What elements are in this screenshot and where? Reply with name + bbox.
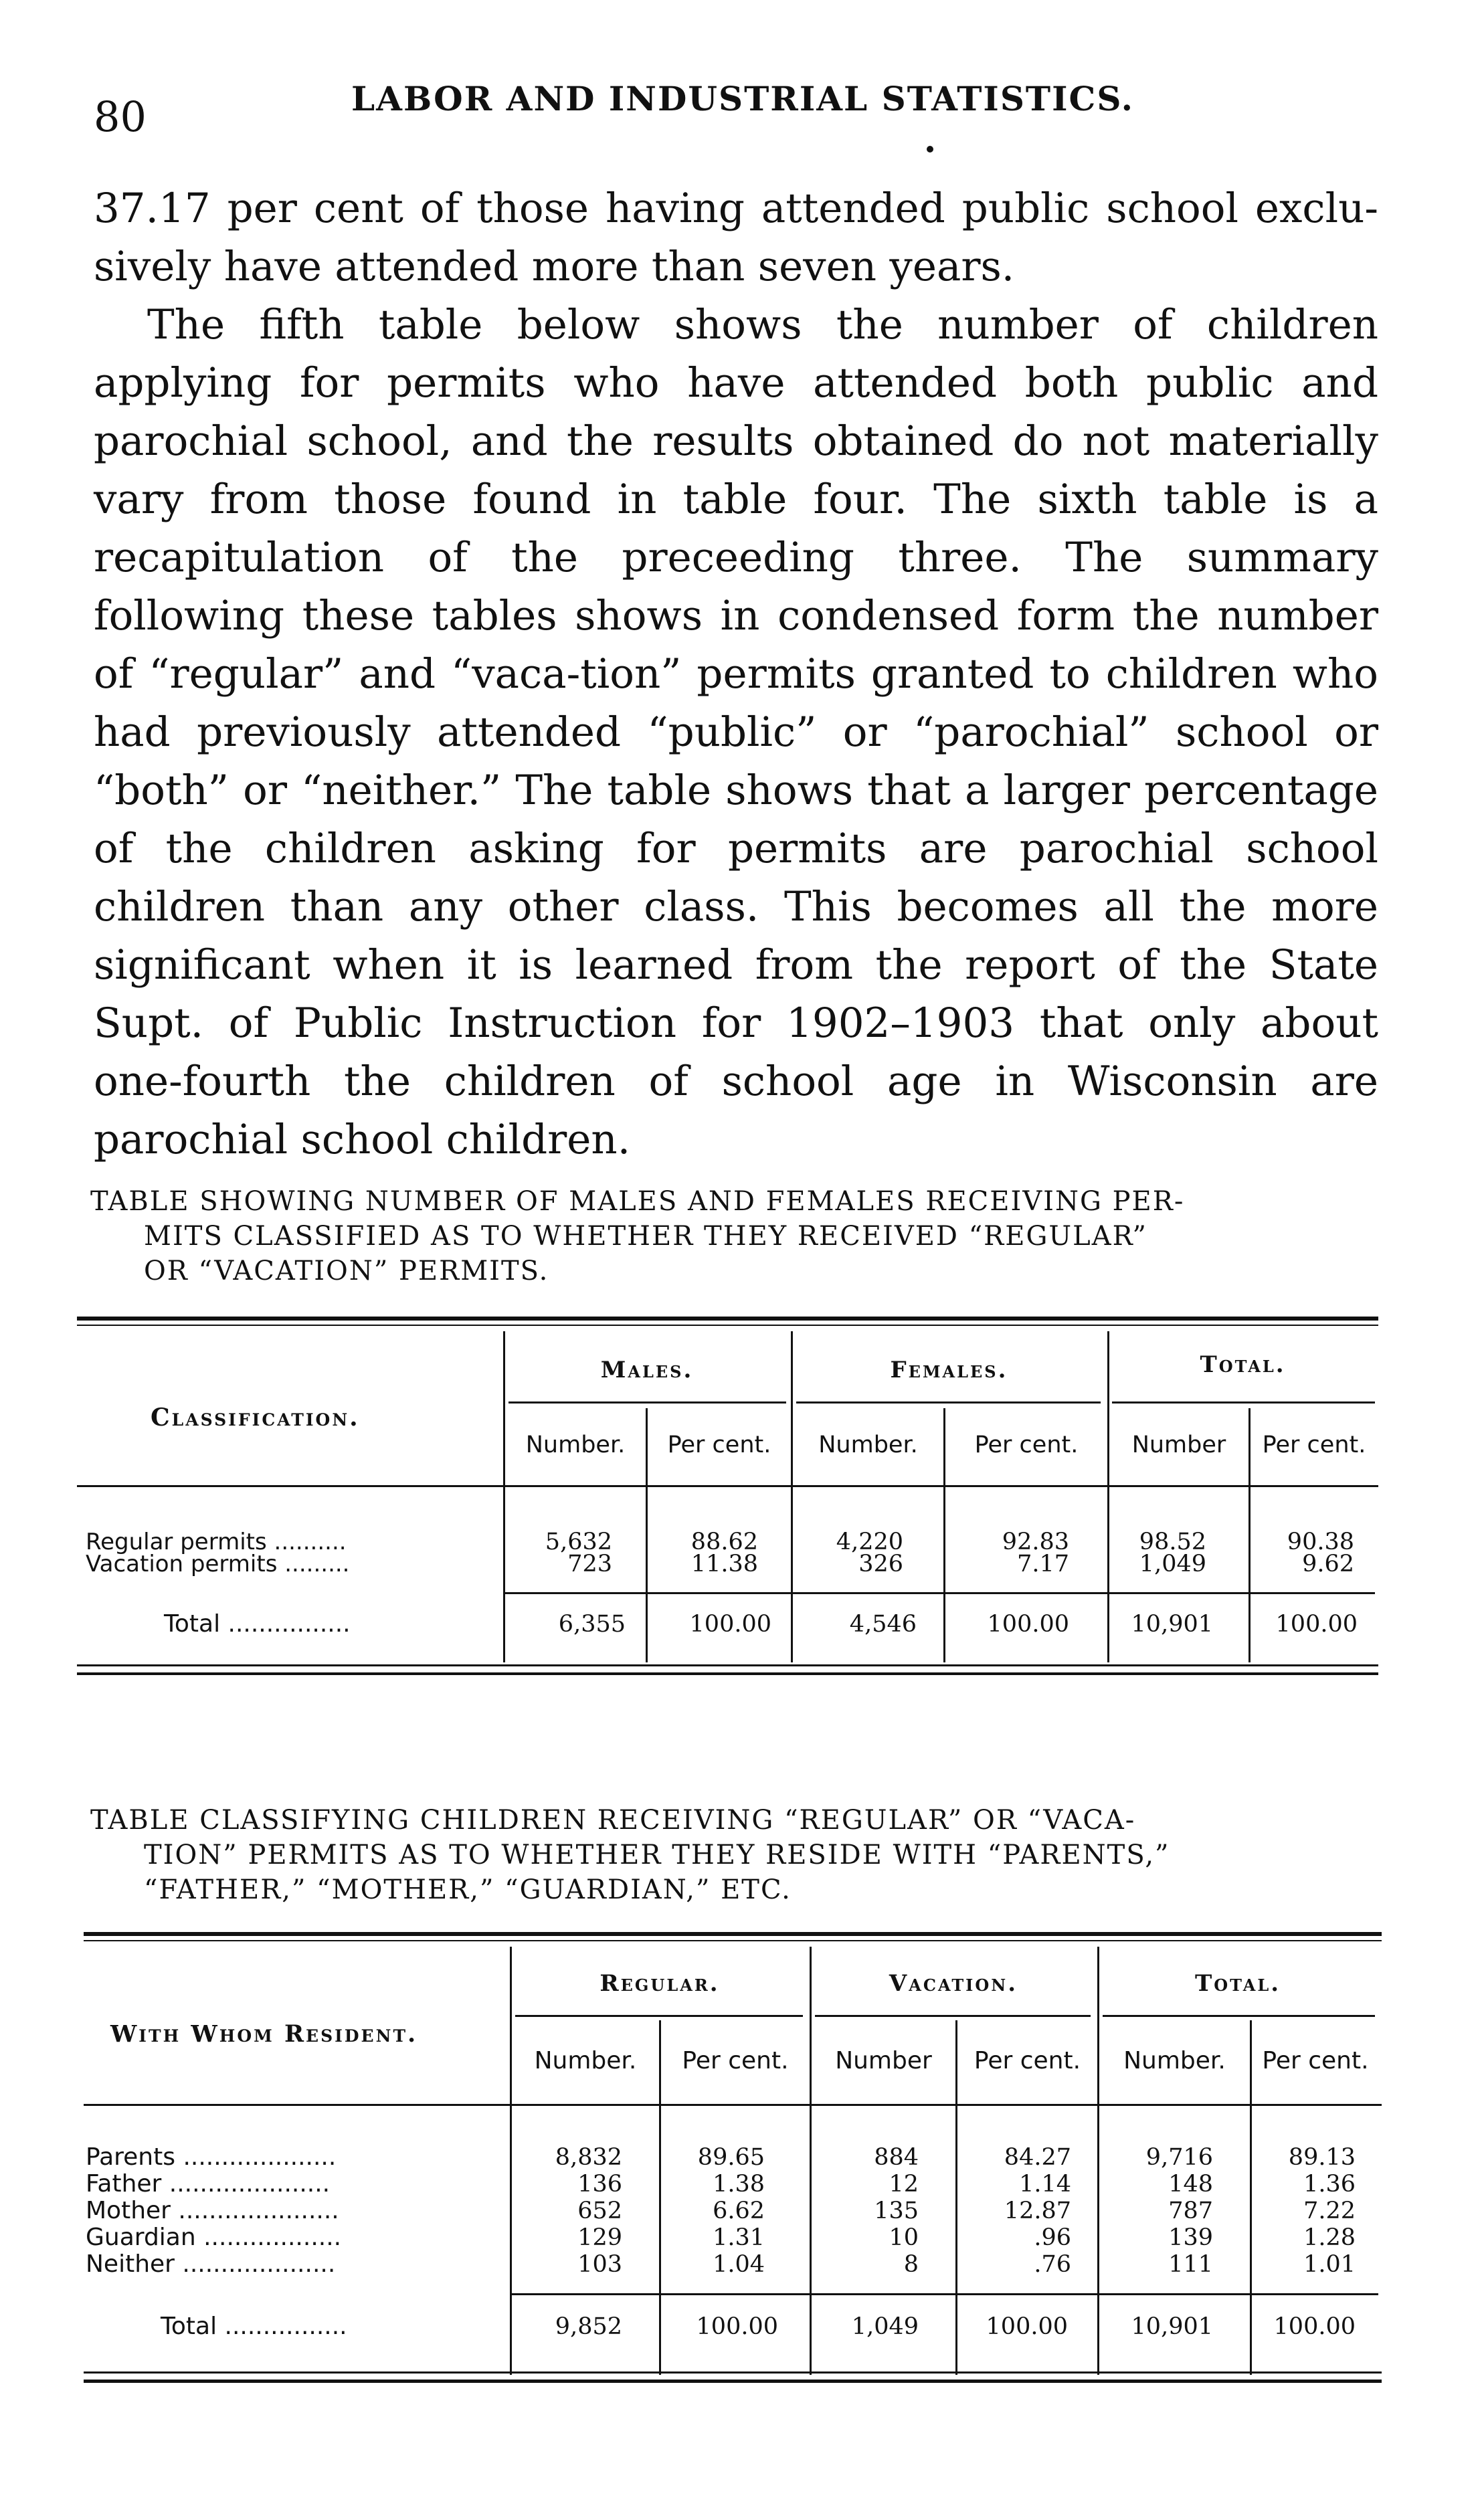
row-label: Parents .................... [86, 2143, 337, 2171]
group-header-females: Females. [890, 1357, 1008, 1383]
cell: 100.00 [696, 2313, 778, 2340]
cell: 8,832 [555, 2144, 622, 2171]
table-bottom-rule-thick [84, 2380, 1382, 2383]
cell: 92.83 [1002, 1529, 1069, 1555]
cell: 4,546 [849, 1611, 917, 1638]
cell: 723 [567, 1551, 612, 1577]
table1-caption [90, 1184, 1375, 1288]
cell: 135 [874, 2198, 919, 2224]
stray-mark [927, 146, 933, 153]
cell: 111 [1168, 2251, 1213, 2278]
caption-line: TION” PERMITS AS TO WHETHER THEY RESIDE WITH “PARENTS,” [144, 1840, 1170, 1870]
subheader: Per cent. [1262, 1432, 1366, 1458]
cell: 10,901 [1131, 1611, 1213, 1638]
row-header: Classification. [151, 1403, 360, 1432]
cell: 1.31 [713, 2224, 765, 2251]
row-label: Guardian .................. [86, 2224, 342, 2251]
cell: 12.87 [1004, 2198, 1071, 2224]
group-header-regular: Regular. [599, 1970, 720, 1997]
cell: 8 [903, 2251, 919, 2278]
row-label: Father ..................... [86, 2170, 331, 2198]
cell: 4,220 [836, 1529, 903, 1555]
table-top-rule-thin [84, 1940, 1382, 1941]
group-rule [508, 1401, 786, 1403]
cell: 652 [577, 2198, 622, 2224]
cell: 98.52 [1139, 1529, 1206, 1555]
subheader: Per cent. [974, 2047, 1081, 2074]
cell: 787 [1168, 2198, 1213, 2224]
subheader: Number. [1123, 2047, 1226, 2074]
cell: 84.27 [1004, 2144, 1071, 2171]
group-rule [515, 2015, 803, 2017]
cell: 88.62 [690, 1529, 758, 1555]
cell: 1.36 [1303, 2171, 1356, 2198]
cell: 89.65 [697, 2144, 765, 2171]
cell: 7.17 [1017, 1551, 1069, 1577]
cell: 1.04 [713, 2251, 765, 2278]
group-header-total: Total. [1194, 1970, 1281, 1997]
row-label: Vacation permits ......... [86, 1551, 350, 1577]
cell: 1.38 [713, 2171, 765, 2198]
subheader: Number. [818, 1432, 918, 1458]
cell: 6.62 [713, 2198, 765, 2224]
cell: .96 [1034, 2224, 1071, 2251]
header-rule [84, 2104, 1382, 2106]
cell: 10 [889, 2224, 919, 2251]
page-number: 80 [94, 92, 147, 141]
row-label: Neither .................... [86, 2250, 336, 2278]
table2-caption [90, 1803, 1375, 1907]
header-rule [77, 1485, 1378, 1487]
paragraph-line: sively have attended more than seven years. [94, 243, 1015, 290]
paragraph-main: The fifth table below shows the number of children applying for permits who have attended both public and parochial school, and the results obtained do not materially vary from those found in table four. The sixth table is a recapitulation of the preceeding three. The summary following these tables shows in condensed form the number of “regular” and “vaca-tion” permits granted to children who had previously attended “public” or “parochial” school or “both” or “neither.” The table shows that a larger percentage of the children asking for permits are parochial school children than any other class. This becomes all the more significant when it is learned from the report of the State Supt. of Public Instruction for 1902–1903 that only about one-fourth the children of school age in Wisconsin are parochial school children. [94, 301, 1378, 1163]
row-header: With Whom Resident. [110, 2020, 418, 2048]
total-rule [505, 1592, 1375, 1594]
cell: 100.00 [1273, 2313, 1356, 2340]
cell: .76 [1034, 2251, 1071, 2278]
total-label: Total ................ [164, 1610, 351, 1638]
caption-line: OR “VACATION” PERMITS. [144, 1256, 549, 1286]
subheader: Per cent. [974, 1432, 1079, 1458]
row-label: Mother ..................... [86, 2197, 339, 2224]
cell: 90.38 [1287, 1529, 1354, 1555]
cell: 9,716 [1145, 2144, 1213, 2171]
cell: 100.00 [689, 1611, 771, 1638]
table-bottom-rule-thick [77, 1672, 1378, 1675]
cell: 1,049 [1139, 1551, 1206, 1577]
total-label: Total ................ [161, 2313, 347, 2340]
cell: 100.00 [987, 1611, 1069, 1638]
cell: 9,852 [555, 2313, 622, 2340]
group-rule [796, 1401, 1101, 1403]
cell: 9.62 [1302, 1551, 1354, 1577]
group-rule [815, 2015, 1091, 2017]
cell: 5,632 [545, 1529, 612, 1555]
table-top-rule [77, 1317, 1378, 1321]
subheader: Number. [534, 2047, 637, 2074]
cell: 1.01 [1303, 2251, 1356, 2278]
cell: 10,901 [1131, 2313, 1213, 2340]
cell: 12 [889, 2171, 919, 2198]
group-rule [1103, 2015, 1375, 2017]
subheader: Number [835, 2047, 932, 2074]
caption-line: “FATHER,” “MOTHER,” “GUARDIAN,” ETC. [144, 1874, 792, 1905]
caption-line: TABLE SHOWING NUMBER OF MALES AND FEMALES RECEIVING PER- [90, 1186, 1185, 1217]
subheader: Per cent. [1262, 2047, 1369, 2074]
cell: 884 [874, 2144, 919, 2171]
cell: 103 [577, 2251, 622, 2278]
cell: 139 [1168, 2224, 1213, 2251]
group-header-total: Total. [1200, 1351, 1286, 1378]
paragraph-line: 37.17 per cent of those having attended public school exclu- [94, 185, 1378, 232]
table-bottom-rule [84, 2371, 1382, 2373]
group-header-vacation: Vacation. [889, 1970, 1018, 1997]
row-label: Regular permits .......... [86, 1529, 347, 1555]
cell: 7.22 [1303, 2198, 1356, 2224]
cell: 129 [577, 2224, 622, 2251]
subheader: Per cent. [682, 2047, 789, 2074]
cell: 1.14 [1019, 2171, 1071, 2198]
paragraph-continuation [94, 179, 1378, 296]
subheader: Number [1131, 1432, 1226, 1458]
cell: 89.13 [1288, 2144, 1356, 2171]
subheader: Per cent. [667, 1432, 771, 1458]
cell: 148 [1168, 2171, 1213, 2198]
cell: 326 [858, 1551, 903, 1577]
table-top-rule [84, 1932, 1382, 1936]
cell: 136 [577, 2171, 622, 2198]
caption-line: MITS CLASSIFIED AS TO WHETHER THEY RECEIVED “REGULAR” [144, 1221, 1147, 1252]
cell: 11.38 [690, 1551, 758, 1577]
group-rule [1112, 1401, 1375, 1403]
cell: 1.28 [1303, 2224, 1356, 2251]
table-bottom-rule [77, 1664, 1378, 1666]
cell: 100.00 [986, 2313, 1068, 2340]
running-title: LABOR AND INDUSTRIAL STATISTICS. [351, 79, 1135, 118]
caption-line: TABLE CLASSIFYING CHILDREN RECEIVING “REGULAR” OR “VACA- [90, 1805, 1136, 1836]
table-top-rule-thin [77, 1325, 1378, 1326]
subheader: Number. [525, 1432, 626, 1458]
total-rule [512, 2293, 1378, 2295]
group-header-males: Males. [600, 1357, 694, 1383]
cell: 1,049 [851, 2313, 919, 2340]
cell: 100.00 [1275, 1611, 1358, 1638]
cell: 6,355 [558, 1611, 626, 1638]
